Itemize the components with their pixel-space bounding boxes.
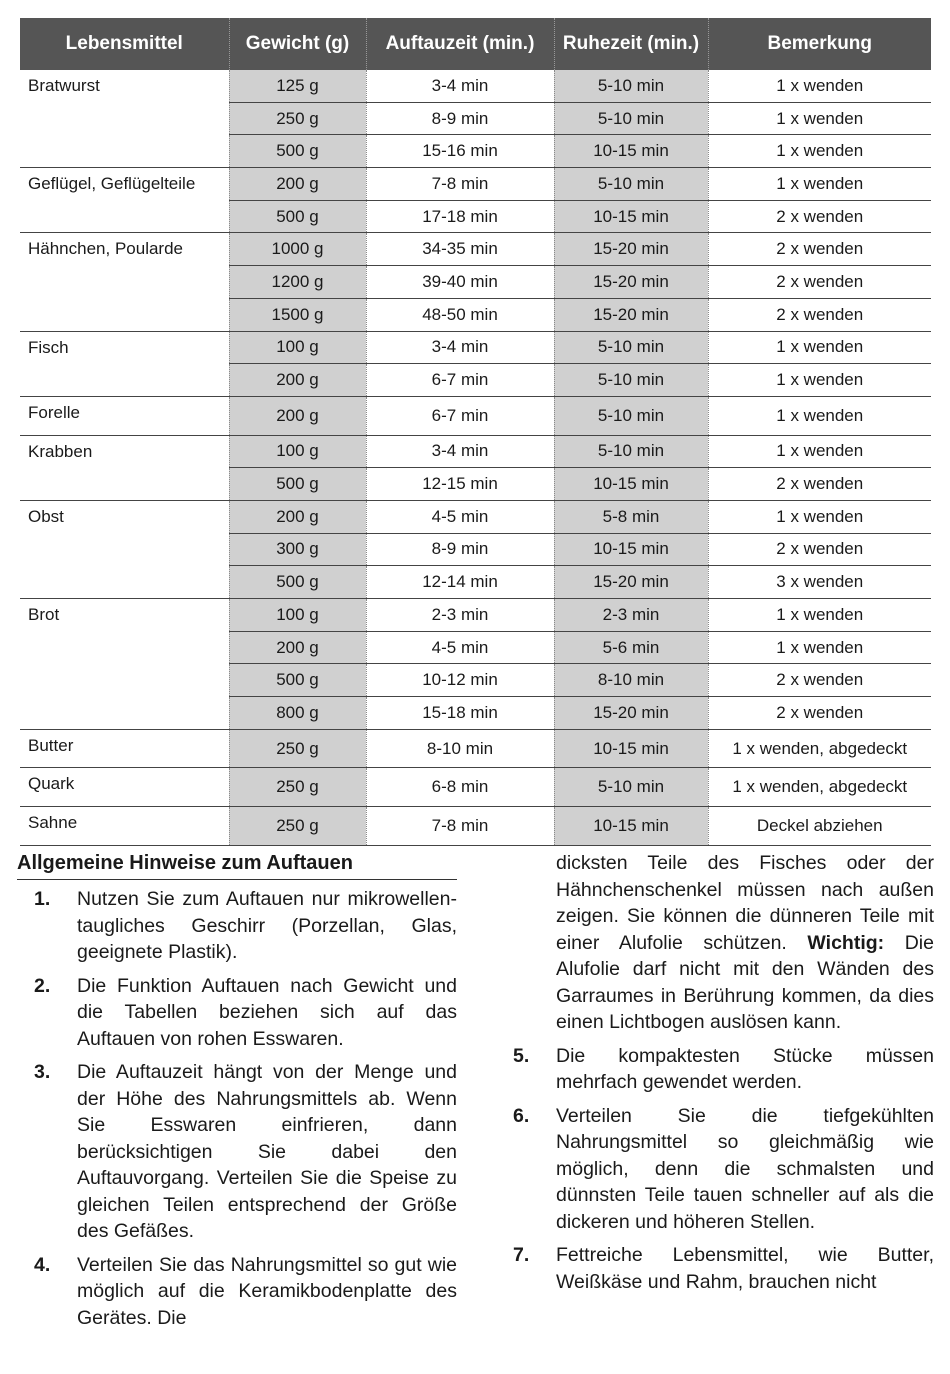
- food-cell: Bratwurst: [20, 70, 229, 168]
- note-item-6: [513, 1103, 934, 1236]
- weight-cell: 1500 g: [229, 298, 366, 331]
- note-text: Die Auftauzeit hängt von der Menge und der Höhe des Nahrungsmittels ab. Wenn Sie Esswaren einfrieren, dann berücksichtigen Sie dabei den Auftauvorgang. Verteilen Sie die Speise zu gleichen Teilen entsprechend der Größe des Gefäßes.: [77, 1061, 457, 1242]
- rest-time-cell: 5-10 min: [554, 102, 708, 135]
- table-row: [20, 396, 931, 435]
- note-number: 2.: [34, 974, 51, 997]
- rest-time-cell: 10-15 min: [554, 533, 708, 566]
- remark-cell: 1 x wenden: [708, 364, 931, 397]
- header-weight: Gewicht (g): [229, 18, 366, 70]
- weight-cell: 1200 g: [229, 266, 366, 299]
- defrost-time-cell: 48-50 min: [366, 298, 554, 331]
- weight-cell: 100 g: [229, 435, 366, 468]
- notes-right-column: [513, 850, 934, 1302]
- remark-cell: 2 x wenden: [708, 664, 931, 697]
- defrost-time-cell: 12-14 min: [366, 566, 554, 599]
- rest-time-cell: 5-10 min: [554, 168, 708, 201]
- defrost-time-cell: 7-8 min: [366, 168, 554, 201]
- defrost-time-cell: 4-5 min: [366, 500, 554, 533]
- remark-cell: 2 x wenden: [708, 468, 931, 501]
- remark-cell: 1 x wenden: [708, 331, 931, 364]
- weight-cell: 250 g: [229, 768, 366, 807]
- notes-left-column: [34, 886, 457, 1338]
- weight-cell: 200 g: [229, 396, 366, 435]
- note-text: Die Alufolie darf nicht mit den Wänden des Garraumes in Berührung kommen, da dies einen Lichtbogen auslösen kann.: [556, 931, 934, 1033]
- remark-cell: 1 x wenden: [708, 631, 931, 664]
- weight-cell: 200 g: [229, 168, 366, 201]
- defrost-time-cell: 7-8 min: [366, 807, 554, 846]
- remark-cell: 1 x wenden: [708, 599, 931, 632]
- table-row: [20, 70, 931, 102]
- remark-cell: Deckel abziehen: [708, 807, 931, 846]
- rest-time-cell: 15-20 min: [554, 566, 708, 599]
- remark-cell: 1 x wenden: [708, 70, 931, 102]
- note-item-7: [513, 1242, 934, 1295]
- defrost-time-cell: 15-16 min: [366, 135, 554, 168]
- rest-time-cell: 15-20 min: [554, 697, 708, 730]
- table-row: [20, 233, 931, 266]
- weight-cell: 250 g: [229, 102, 366, 135]
- table-row: [20, 729, 931, 768]
- table-row: [20, 599, 931, 632]
- rest-time-cell: 8-10 min: [554, 664, 708, 697]
- note-text: Die kompaktesten Stücke müssen mehrfach gewendet werden.: [556, 1044, 934, 1093]
- rest-time-cell: 15-20 min: [554, 298, 708, 331]
- food-cell: Obst: [20, 500, 229, 598]
- weight-cell: 125 g: [229, 70, 366, 102]
- table-body: [20, 70, 931, 845]
- weight-cell: 1000 g: [229, 233, 366, 266]
- rest-time-cell: 15-20 min: [554, 233, 708, 266]
- food-cell: Butter: [20, 729, 229, 768]
- food-cell: Fisch: [20, 331, 229, 396]
- remark-cell: 2 x wenden: [708, 233, 931, 266]
- weight-cell: 100 g: [229, 331, 366, 364]
- remark-cell: 1 x wenden: [708, 168, 931, 201]
- defrost-time-cell: 4-5 min: [366, 631, 554, 664]
- defrost-time-cell: 6-7 min: [366, 364, 554, 397]
- note-item-3: [34, 1059, 457, 1245]
- rest-time-cell: 5-10 min: [554, 396, 708, 435]
- weight-cell: 250 g: [229, 807, 366, 846]
- rest-time-cell: 15-20 min: [554, 266, 708, 299]
- food-cell: Hähnchen, Poularde: [20, 233, 229, 331]
- weight-cell: 200 g: [229, 631, 366, 664]
- defrost-time-cell: 39-40 min: [366, 266, 554, 299]
- defrost-time-cell: 34-35 min: [366, 233, 554, 266]
- food-cell: Forelle: [20, 396, 229, 435]
- note-text: Die Funktion Auftauen nach Gewicht und die Tabellen beziehen sich auf das Auftauen von rohen Esswaren.: [77, 974, 457, 1050]
- defrost-time-cell: 6-7 min: [366, 396, 554, 435]
- rest-time-cell: 5-6 min: [554, 631, 708, 664]
- remark-cell: 2 x wenden: [708, 697, 931, 730]
- defrost-time-cell: 8-10 min: [366, 729, 554, 768]
- note-item-5: [513, 1043, 934, 1096]
- notes-title: Allgemeine Hinweise zum Auftauen: [17, 852, 457, 880]
- note-text: Nutzen Sie zum Auftauen nur mikrowellen-taugliches Geschirr (Porzellan, Glas, geeignete Plastik).: [77, 888, 457, 963]
- remark-cell: 1 x wenden: [708, 396, 931, 435]
- weight-cell: 500 g: [229, 468, 366, 501]
- defrost-time-cell: 8-9 min: [366, 533, 554, 566]
- table-header-row: [20, 18, 931, 70]
- rest-time-cell: 10-15 min: [554, 200, 708, 233]
- defrost-table-container: [20, 18, 931, 846]
- remark-cell: 2 x wenden: [708, 533, 931, 566]
- table-row: [20, 168, 931, 201]
- weight-cell: 300 g: [229, 533, 366, 566]
- rest-time-cell: 5-10 min: [554, 768, 708, 807]
- food-cell: Brot: [20, 599, 229, 730]
- note-text: Verteilen Sie die tiefgekühlten Nahrungsmittel so gleichmäßig wie möglich, denn die schmalsten und dünnsten Teile tauen schneller auf als die dickeren und höheren Stellen.: [556, 1104, 934, 1233]
- remark-cell: 1 x wenden, abgedeckt: [708, 768, 931, 807]
- header-defrost-time: Auftauzeit (min.): [366, 18, 554, 70]
- table-row: [20, 500, 931, 533]
- food-cell: Krabben: [20, 435, 229, 500]
- weight-cell: 100 g: [229, 599, 366, 632]
- food-cell: Geflügel, Geflügelteile: [20, 168, 229, 233]
- remark-cell: 1 x wenden: [708, 102, 931, 135]
- note-text: dicksten Teile des Fisches oder der Hähnchenschenkel müssen nach außen zeigen. Sie können die dünneren Teile mit einer Alufolie schützen.: [556, 852, 934, 954]
- food-cell: Sahne: [20, 807, 229, 846]
- remark-cell: 3 x wenden: [708, 566, 931, 599]
- defrost-time-cell: 2-3 min: [366, 599, 554, 632]
- header-remark: Bemerkung: [708, 18, 931, 70]
- weight-cell: 800 g: [229, 697, 366, 730]
- table-row: [20, 807, 931, 846]
- rest-time-cell: 5-10 min: [554, 70, 708, 102]
- note-number: 3.: [34, 1061, 51, 1083]
- remark-cell: 1 x wenden: [708, 500, 931, 533]
- note-item-2: [34, 973, 457, 1053]
- note-number: 6.: [513, 1104, 530, 1127]
- header-rest-time: Ruhezeit (min.): [554, 18, 708, 70]
- defrost-time-cell: 12-15 min: [366, 468, 554, 501]
- weight-cell: 500 g: [229, 135, 366, 168]
- rest-time-cell: 5-10 min: [554, 331, 708, 364]
- rest-time-cell: 5-10 min: [554, 435, 708, 468]
- note-text: Verteilen Sie das Nahrungsmittel so gut wie möglich auf die Keramikbodenplatte des Gerätes. Die: [77, 1253, 457, 1329]
- defrost-time-cell: 17-18 min: [366, 200, 554, 233]
- rest-time-cell: 5-8 min: [554, 500, 708, 533]
- rest-time-cell: 5-10 min: [554, 364, 708, 397]
- remark-cell: 2 x wenden: [708, 266, 931, 299]
- weight-cell: 500 g: [229, 566, 366, 599]
- remark-cell: 2 x wenden: [708, 298, 931, 331]
- note-number: 7.: [513, 1244, 530, 1266]
- rest-time-cell: 10-15 min: [554, 468, 708, 501]
- defrost-time-cell: 15-18 min: [366, 697, 554, 730]
- weight-cell: 200 g: [229, 364, 366, 397]
- table-row: [20, 435, 931, 468]
- note-number: 4.: [34, 1253, 51, 1276]
- defrost-time-cell: 8-9 min: [366, 102, 554, 135]
- defrost-time-cell: 10-12 min: [366, 664, 554, 697]
- food-cell: Quark: [20, 768, 229, 807]
- defrost-time-cell: 6-8 min: [366, 768, 554, 807]
- defrost-table: [20, 18, 931, 846]
- defrost-time-cell: 3-4 min: [366, 331, 554, 364]
- weight-cell: 200 g: [229, 500, 366, 533]
- note-text: Fettreiche Lebensmittel, wie Butter, Weißkäse und Rahm, brauchen nicht: [556, 1244, 934, 1293]
- weight-cell: 500 g: [229, 200, 366, 233]
- rest-time-cell: 10-15 min: [554, 807, 708, 846]
- note-item-1: [34, 886, 457, 966]
- rest-time-cell: 2-3 min: [554, 599, 708, 632]
- table-row: [20, 768, 931, 807]
- note-item-4-continuation: [556, 850, 934, 1036]
- remark-cell: 2 x wenden: [708, 200, 931, 233]
- remark-cell: 1 x wenden: [708, 435, 931, 468]
- note-number: 5.: [513, 1044, 530, 1067]
- note-number: 1.: [34, 888, 51, 910]
- weight-cell: 500 g: [229, 664, 366, 697]
- remark-cell: 1 x wenden: [708, 135, 931, 168]
- weight-cell: 250 g: [229, 729, 366, 768]
- defrost-time-cell: 3-4 min: [366, 70, 554, 102]
- defrost-time-cell: 3-4 min: [366, 435, 554, 468]
- remark-cell: 1 x wenden, abgedeckt: [708, 729, 931, 768]
- table-row: [20, 331, 931, 364]
- rest-time-cell: 10-15 min: [554, 135, 708, 168]
- header-food: Lebensmittel: [20, 18, 229, 70]
- note-item-4: [34, 1252, 457, 1332]
- important-label: Wichtig:: [807, 931, 885, 954]
- rest-time-cell: 10-15 min: [554, 729, 708, 768]
